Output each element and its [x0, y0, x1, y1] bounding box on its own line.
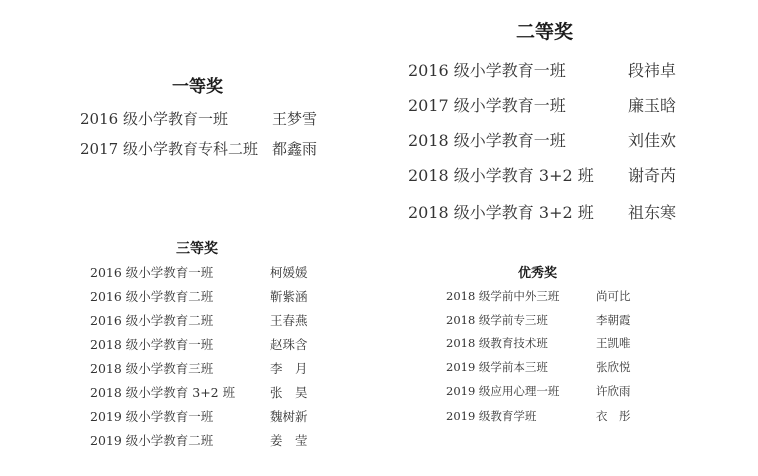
third-prize-heading: 三等奖	[176, 241, 218, 257]
student-name: 衣 彤	[596, 409, 631, 423]
third-prize-section	[90, 238, 350, 458]
class-name: 2016 级小学教育二班	[90, 313, 214, 328]
student-name: 都鑫雨	[272, 140, 318, 158]
first-prize-section	[80, 72, 340, 172]
class-name: 2018 级小学教育一班	[90, 337, 214, 352]
student-name: 刘佳欢	[628, 131, 677, 150]
class-name: 2016 级小学教育二班	[90, 289, 214, 304]
student-name: 柯媛媛	[270, 265, 308, 280]
class-name: 2018 级小学教育 3+2 班	[408, 166, 594, 185]
student-name: 许欣雨	[596, 384, 631, 398]
second-prize-section	[408, 17, 708, 227]
class-name: 2016 级小学教育一班	[408, 61, 566, 80]
class-name: 2017 级小学教育一班	[408, 96, 566, 115]
class-name: 2017 级小学教育专科二班	[80, 140, 258, 158]
student-name: 李 月	[270, 361, 308, 376]
class-name: 2018 级教育技术班	[446, 336, 548, 350]
class-name: 2019 级教育学班	[446, 409, 537, 423]
student-name: 张欣悦	[596, 360, 631, 374]
class-name: 2018 级学前中外三班	[446, 289, 560, 303]
first-prize-heading: 一等奖	[172, 77, 223, 97]
student-name: 赵珠含	[270, 337, 308, 352]
student-name: 祖东寒	[628, 203, 677, 222]
class-name: 2018 级小学教育三班	[90, 361, 214, 376]
student-name: 张 昊	[270, 385, 308, 400]
class-name: 2018 级小学教育 3+2 班	[90, 385, 236, 400]
class-name: 2019 级小学教育一班	[90, 409, 214, 424]
class-name: 2018 级学前专三班	[446, 313, 548, 327]
class-name: 2018 级小学教育一班	[408, 131, 566, 150]
student-name: 段祎卓	[628, 61, 677, 80]
class-name: 2019 级学前本三班	[446, 360, 548, 374]
student-name: 谢奇芮	[628, 166, 677, 185]
second-prize-heading: 二等奖	[516, 21, 574, 43]
class-name: 2016 级小学教育一班	[80, 110, 228, 128]
student-name: 王凯唯	[596, 336, 631, 350]
excellence-prize-heading: 优秀奖	[518, 266, 558, 281]
student-name: 李朝霞	[596, 313, 631, 327]
student-name: 魏树新	[270, 409, 308, 424]
class-name: 2019 级小学教育二班	[90, 433, 214, 448]
student-name: 靳紫涵	[270, 289, 308, 304]
student-name: 姜 莹	[270, 433, 308, 448]
student-name: 尚可比	[596, 289, 631, 303]
student-name: 王梦雪	[272, 110, 318, 128]
class-name: 2016 级小学教育一班	[90, 265, 214, 280]
class-name: 2019 级应用心理一班	[446, 384, 560, 398]
class-name: 2018 级小学教育 3+2 班	[408, 203, 594, 222]
student-name: 廉玉晗	[628, 96, 677, 115]
student-name: 王春燕	[270, 313, 308, 328]
excellence-prize-section	[446, 262, 666, 432]
